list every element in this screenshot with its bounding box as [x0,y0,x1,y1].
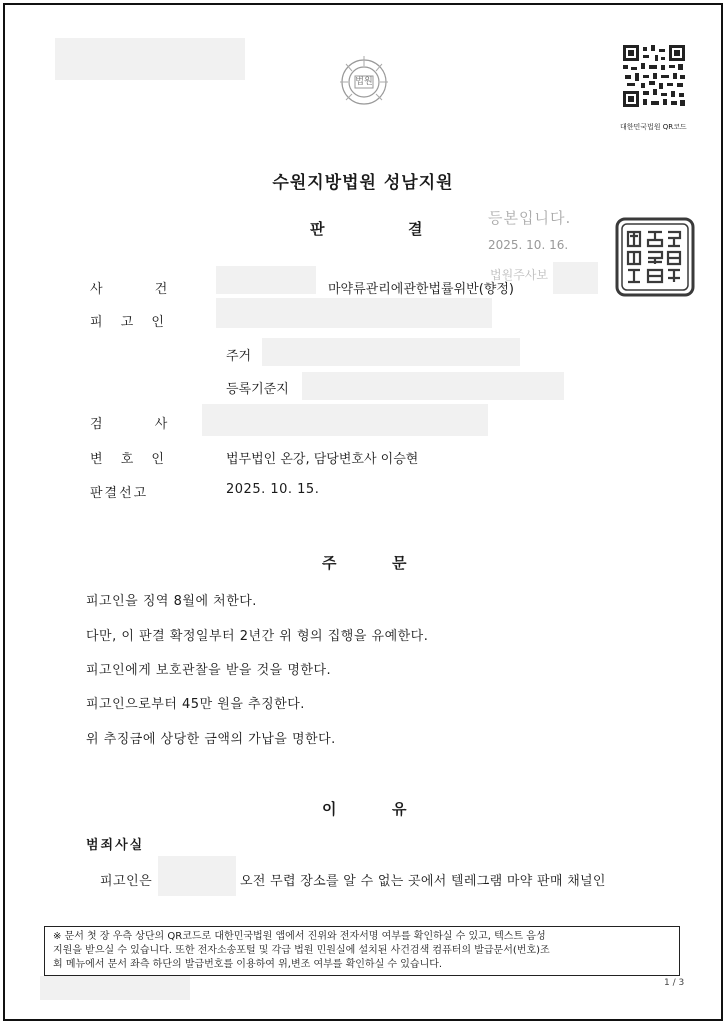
order-heading-left: 주 [322,554,337,572]
redacted-issue-number [55,38,245,80]
court-seal-icon [614,216,696,298]
crime-facts-continuation: 오전 무렵 장소를 알 수 없는 곳에서 텔레그램 마약 판매 채널인 [240,874,606,889]
case-label: 사 건 [90,282,168,297]
order-heading-right: 문 [392,554,407,572]
title-right: 결 [408,220,423,238]
redacted-address [262,338,520,366]
prosecutor-label: 검 사 [90,417,168,432]
redacted-defendant-name [216,298,492,328]
redacted-case-number [216,266,316,294]
reason-heading-left: 이 [322,800,337,818]
redacted-issue-code [40,976,190,1000]
lawyer-value: 법무법인 온강, 담당변호사 이승현 [226,452,419,467]
notice-line: 회 메뉴에서 문서 좌측 하단의 발급번호를 이용하여 위,변조 여부를 확인하실 수 있습니다. [53,959,443,970]
certified-copy-label: 등본입니다. [488,209,572,227]
notice-line: 지원을 받으실 수 있습니다. 또한 전자소송포털 및 각급 법원 민원실에 설치된 사건검색 컴퓨터의 발급문서(번호)조 [53,945,550,956]
qr-caption: 대한민국법원 QR코드 [620,123,687,131]
notice-line: ※ 문서 첫 장 우측 상단의 QR코드로 대한민국법원 앱에서 진위와 전자서명 여부를 확인하실 수 있고, 텍스트 음성 [53,931,546,942]
sentence-date-label: 판결선고 [90,486,149,501]
page-border [3,3,723,1021]
redacted-prosecutor [202,404,488,436]
order-line: 피고인으로부터 45만 원을 추징한다. [86,697,305,712]
order-line: 피고인을 징역 8월에 처한다. [86,594,257,609]
order-line: 위 추징금에 상당한 금액의 가납을 명한다. [86,732,336,747]
lawyer-label: 변 호 인 [90,452,164,467]
order-line: 피고인에게 보호관찰을 받을 것을 명한다. [86,663,332,678]
court-name: 수원지방법원 성남지원 [272,173,454,193]
case-value: 마약류관리에관한법률위반(향정) [328,282,514,297]
redacted-officer-name [553,262,598,294]
certification-officer: 법원주사보 [490,268,548,282]
sentence-date-value: 2025. 10. 15. [226,482,320,497]
defendant-label: 피 고 인 [90,315,164,330]
verification-notice [44,926,680,976]
court-emblem-icon [336,52,392,108]
emblem-text: 법원 [355,77,373,87]
redacted-date [158,856,236,896]
registry-label: 등록기준지 [226,382,289,397]
address-label: 주거 [226,349,252,364]
certification-date: 2025. 10. 16. [488,238,569,252]
reason-heading-right: 유 [392,800,407,818]
qr-code-icon[interactable] [623,45,685,107]
order-line: 다만, 이 판결 확정일부터 2년간 위 형의 집행을 유예한다. [86,629,429,644]
page-number: 1 / 3 [664,978,685,988]
crime-facts-subheading: 범죄사실 [86,838,145,853]
title-left: 판 [310,220,325,238]
redacted-registry [302,372,564,400]
crime-facts-start: 피고인은 [100,874,153,889]
